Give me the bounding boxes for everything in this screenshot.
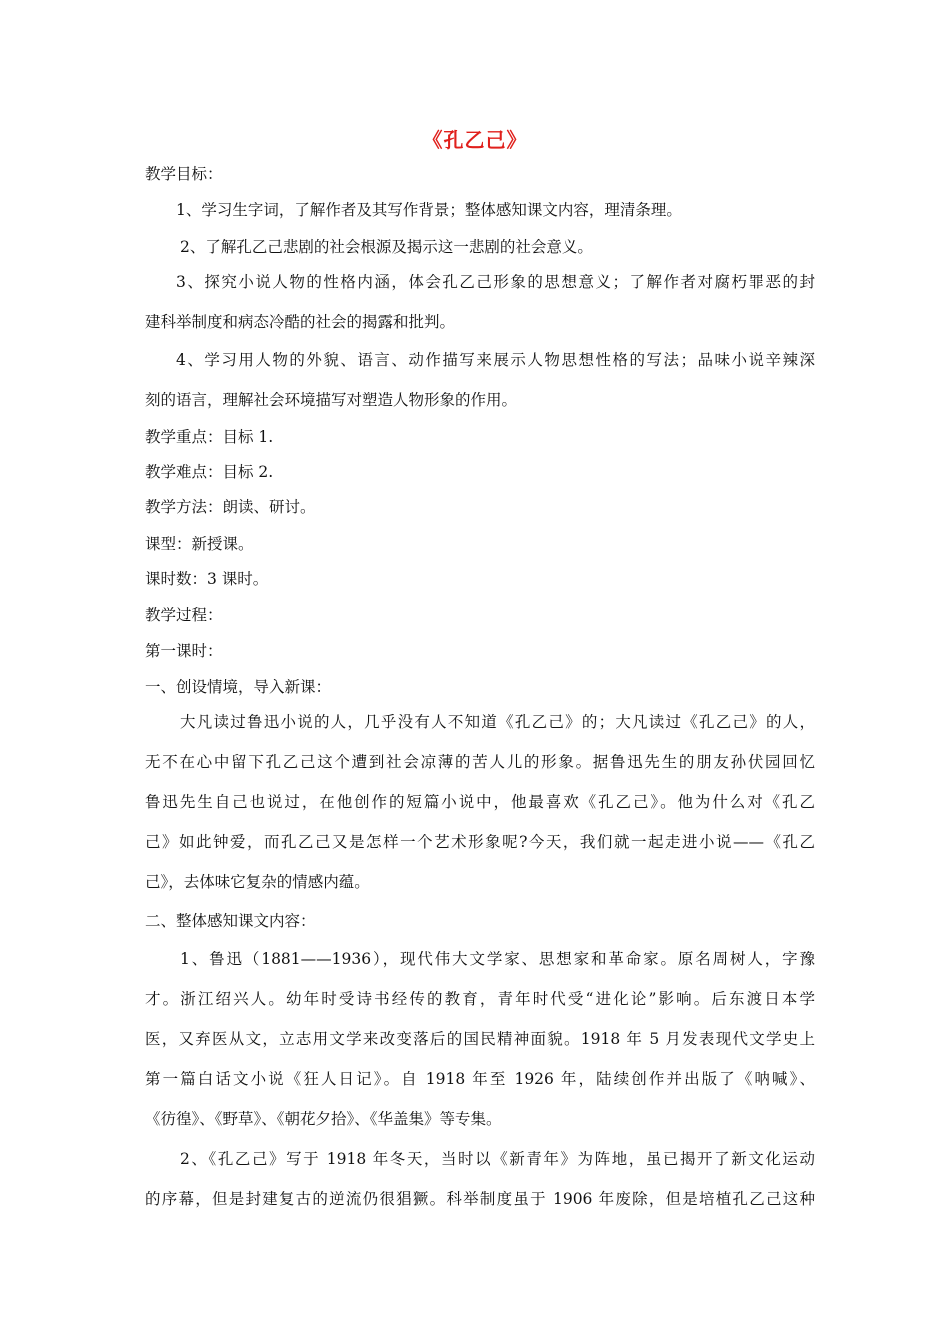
teaching-method: 教学方法：朗读、研讨。 — [145, 498, 316, 516]
section-heading-process: 教学过程： — [145, 606, 223, 624]
author-paragraph-line-3: 医，又弃医从文，立志用文学来改变落后的国民精神面貌。1918 年 5 月发表现代文学史上 — [145, 1030, 815, 1048]
difficult-point: 教学难点：目标 2. — [145, 463, 274, 481]
objective-1: 1、学习生字词，了解作者及其写作背景；整体感知课文内容，理清条理。 — [176, 201, 682, 219]
first-lesson-heading: 第一课时： — [145, 642, 223, 660]
objective-2: 2、了解孔乙己悲剧的社会根源及揭示这一悲剧的社会意义。 — [180, 238, 593, 256]
intro-paragraph-line-1: 大凡读过鲁迅小说的人，几乎没有人不知道《孔乙己》的；大凡读过《孔乙己》的人， — [180, 713, 815, 731]
background-paragraph-line-1: 2、《孔乙己》写于 1918 年冬天，当时以《新青年》为阵地，虽已揭开了新文化运动 — [180, 1150, 815, 1168]
intro-paragraph-line-2: 无不在心中留下孔乙己这个遭到社会凉薄的苦人儿的形象。据鲁迅先生的朋友孙伏园回忆 — [145, 753, 815, 771]
objective-4-line-1: 4、学习用人物的外貌、语言、动作描写来展示人物思想性格的写法；品味小说辛辣深 — [176, 351, 815, 369]
key-point: 教学重点：目标 1. — [145, 428, 274, 446]
lesson-type: 课型：新授课。 — [145, 535, 254, 553]
intro-paragraph-line-4: 己》如此钟爱，而孔乙己又是怎样一个艺术形象呢?今天，我们就一起走进小说——《孔乙 — [145, 833, 815, 851]
document-title: 《孔乙己》 — [422, 128, 528, 152]
intro-paragraph-line-3: 鲁迅先生自己也说过，在他创作的短篇小说中，他最喜欢《孔乙己》。他为什么对《孔乙 — [145, 793, 815, 811]
author-paragraph-line-5: 《彷徨》、《野草》、《朝花夕拾》、《华盖集》等专集。 — [145, 1110, 502, 1128]
objective-3-line-1: 3、探究小说人物的性格内涵，体会孔乙己形象的思想意义；了解作者对腐朽罪恶的封 — [176, 273, 815, 291]
intro-paragraph-line-5: 己》，去体味它复杂的情感内蕴。 — [145, 873, 370, 891]
objective-3-line-2: 建科举制度和病态冷酷的社会的揭露和批判。 — [145, 313, 456, 331]
section-heading-objectives: 教学目标： — [145, 165, 223, 183]
author-paragraph-line-4: 第一篇白话文小说《狂人日记》。自 1918 年至 1926 年，陆续创作并出版了《呐喊》、 — [145, 1070, 815, 1088]
background-paragraph-line-2: 的序幕，但是封建复古的逆流仍很猖獗。科举制度虽于 1906 年废除，但是培植孔乙己这种 — [145, 1190, 815, 1208]
class-hours: 课时数：3 课时。 — [145, 570, 269, 588]
author-paragraph-line-1: 1、鲁迅（1881——1936），现代伟大文学家、思想家和革命家。原名周树人，字豫 — [180, 950, 815, 968]
objective-4-line-2: 刻的语言，理解社会环境描写对塑造人物形象的作用。 — [145, 391, 518, 409]
step-1-heading: 一、创设情境，导入新课： — [145, 678, 332, 696]
step-2-heading: 二、整体感知课文内容： — [145, 912, 316, 930]
author-paragraph-line-2: 才。浙江绍兴人。幼年时受诗书经传的教育，青年时代受“进化论”影响。后东渡日本学 — [145, 990, 815, 1008]
